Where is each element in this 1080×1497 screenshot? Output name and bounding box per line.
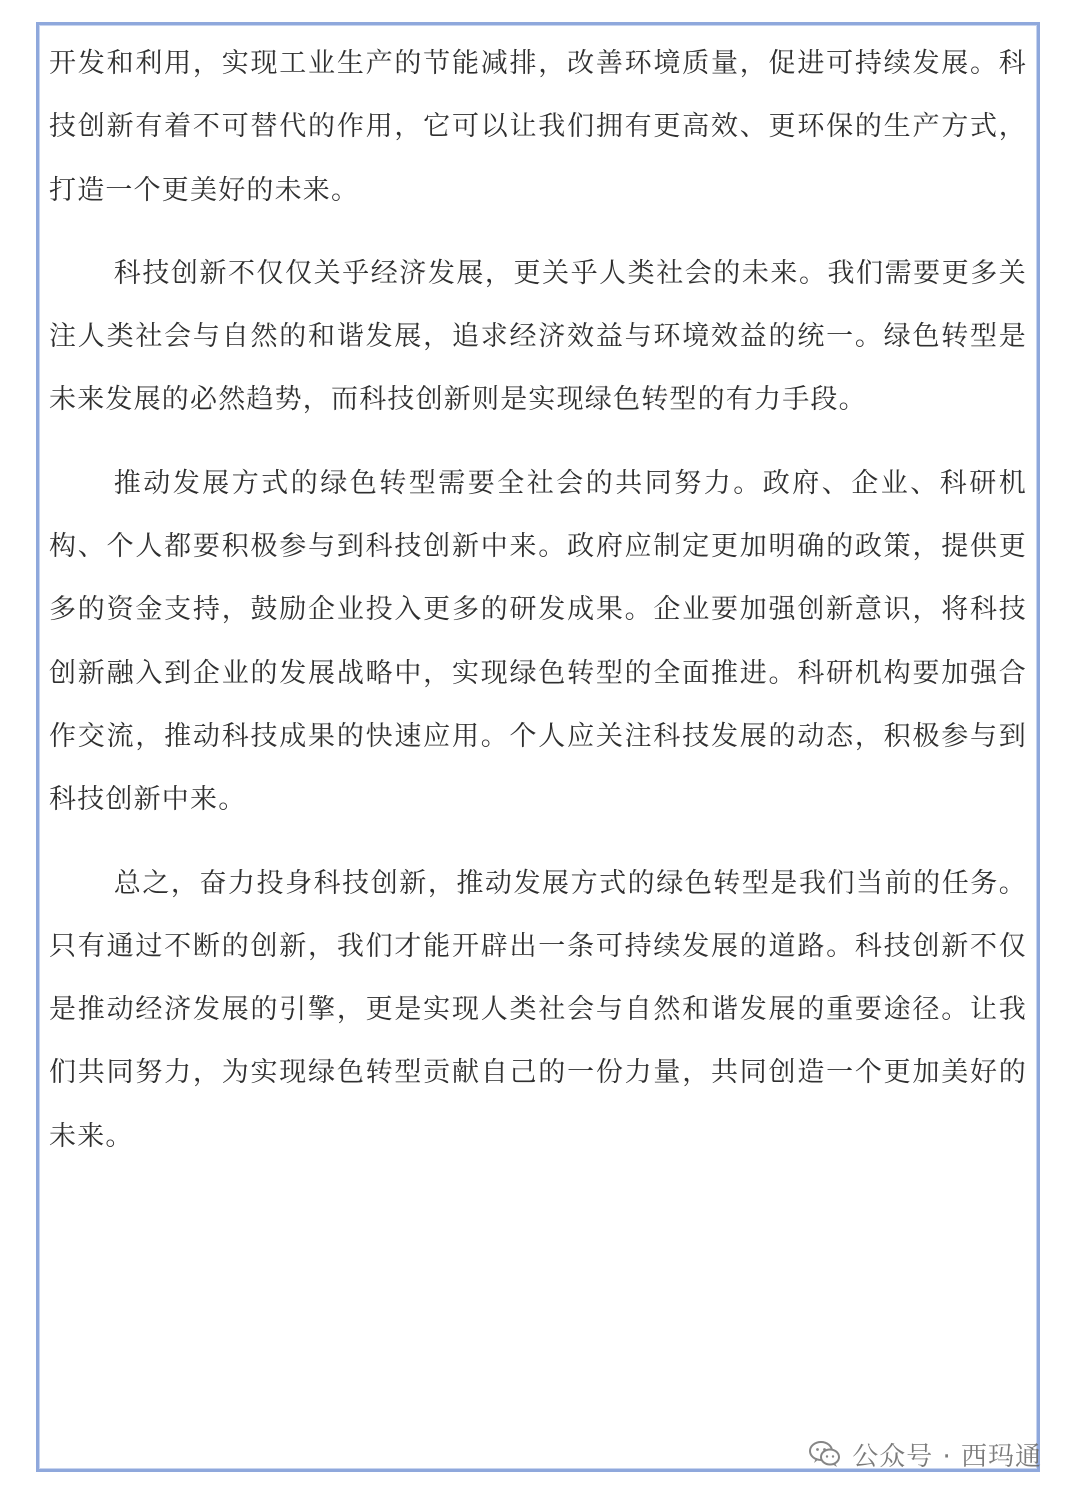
article-body (49, 32, 1027, 1168)
paragraph-1: 开发和利用，实现工业生产的节能减排，改善环境质量，促进可持续发展。科技创新有着不可替代的作用，它可以让我们拥有更高效、更环保的生产方式，打造一个更美好的未来。 (49, 48, 1027, 206)
watermark-text: 公众号 · 西玛通 (852, 1441, 1042, 1472)
watermark (808, 1437, 1042, 1471)
paragraph-4: 总之，奋力投身科技创新，推动发展方式的绿色转型是我们当前的任务。只有通过不断的创新，我们才能开辟出一条可持续发展的道路。科技创新不仅是推动经济发展的引擎，更是实现人类社会与自然和谐发展的重要途径。让我们共同努力，为实现绿色转型贡献自己的一份力量，共同创造一个更加美好的未来。 (49, 867, 1027, 1152)
paragraph-2: 科技创新不仅仅关乎经济发展，更关乎人类社会的未来。我们需要更多关注人类社会与自然的和谐发展，追求经济效益与环境效益的统一。绿色转型是未来发展的必然趋势，而科技创新则是实现绿色转型的有力手段。 (49, 257, 1027, 416)
paragraph-3: 推动发展方式的绿色转型需要全社会的共同努力。政府、企业、科研机构、个人都要积极参与到科技创新中来。政府应制定更加明确的政策，提供更多的资金支持，鼓励企业投入更多的研发成果。企业要加强创新意识，将科技创新融入到企业的发展战略中，实现绿色转型的全面推进。科研机构要加强合作交流，推动科技成果的快速应用。个人应关注科技发展的动态，积极参与到科技创新中来。 (49, 467, 1027, 816)
wechat-icon (808, 1439, 842, 1469)
